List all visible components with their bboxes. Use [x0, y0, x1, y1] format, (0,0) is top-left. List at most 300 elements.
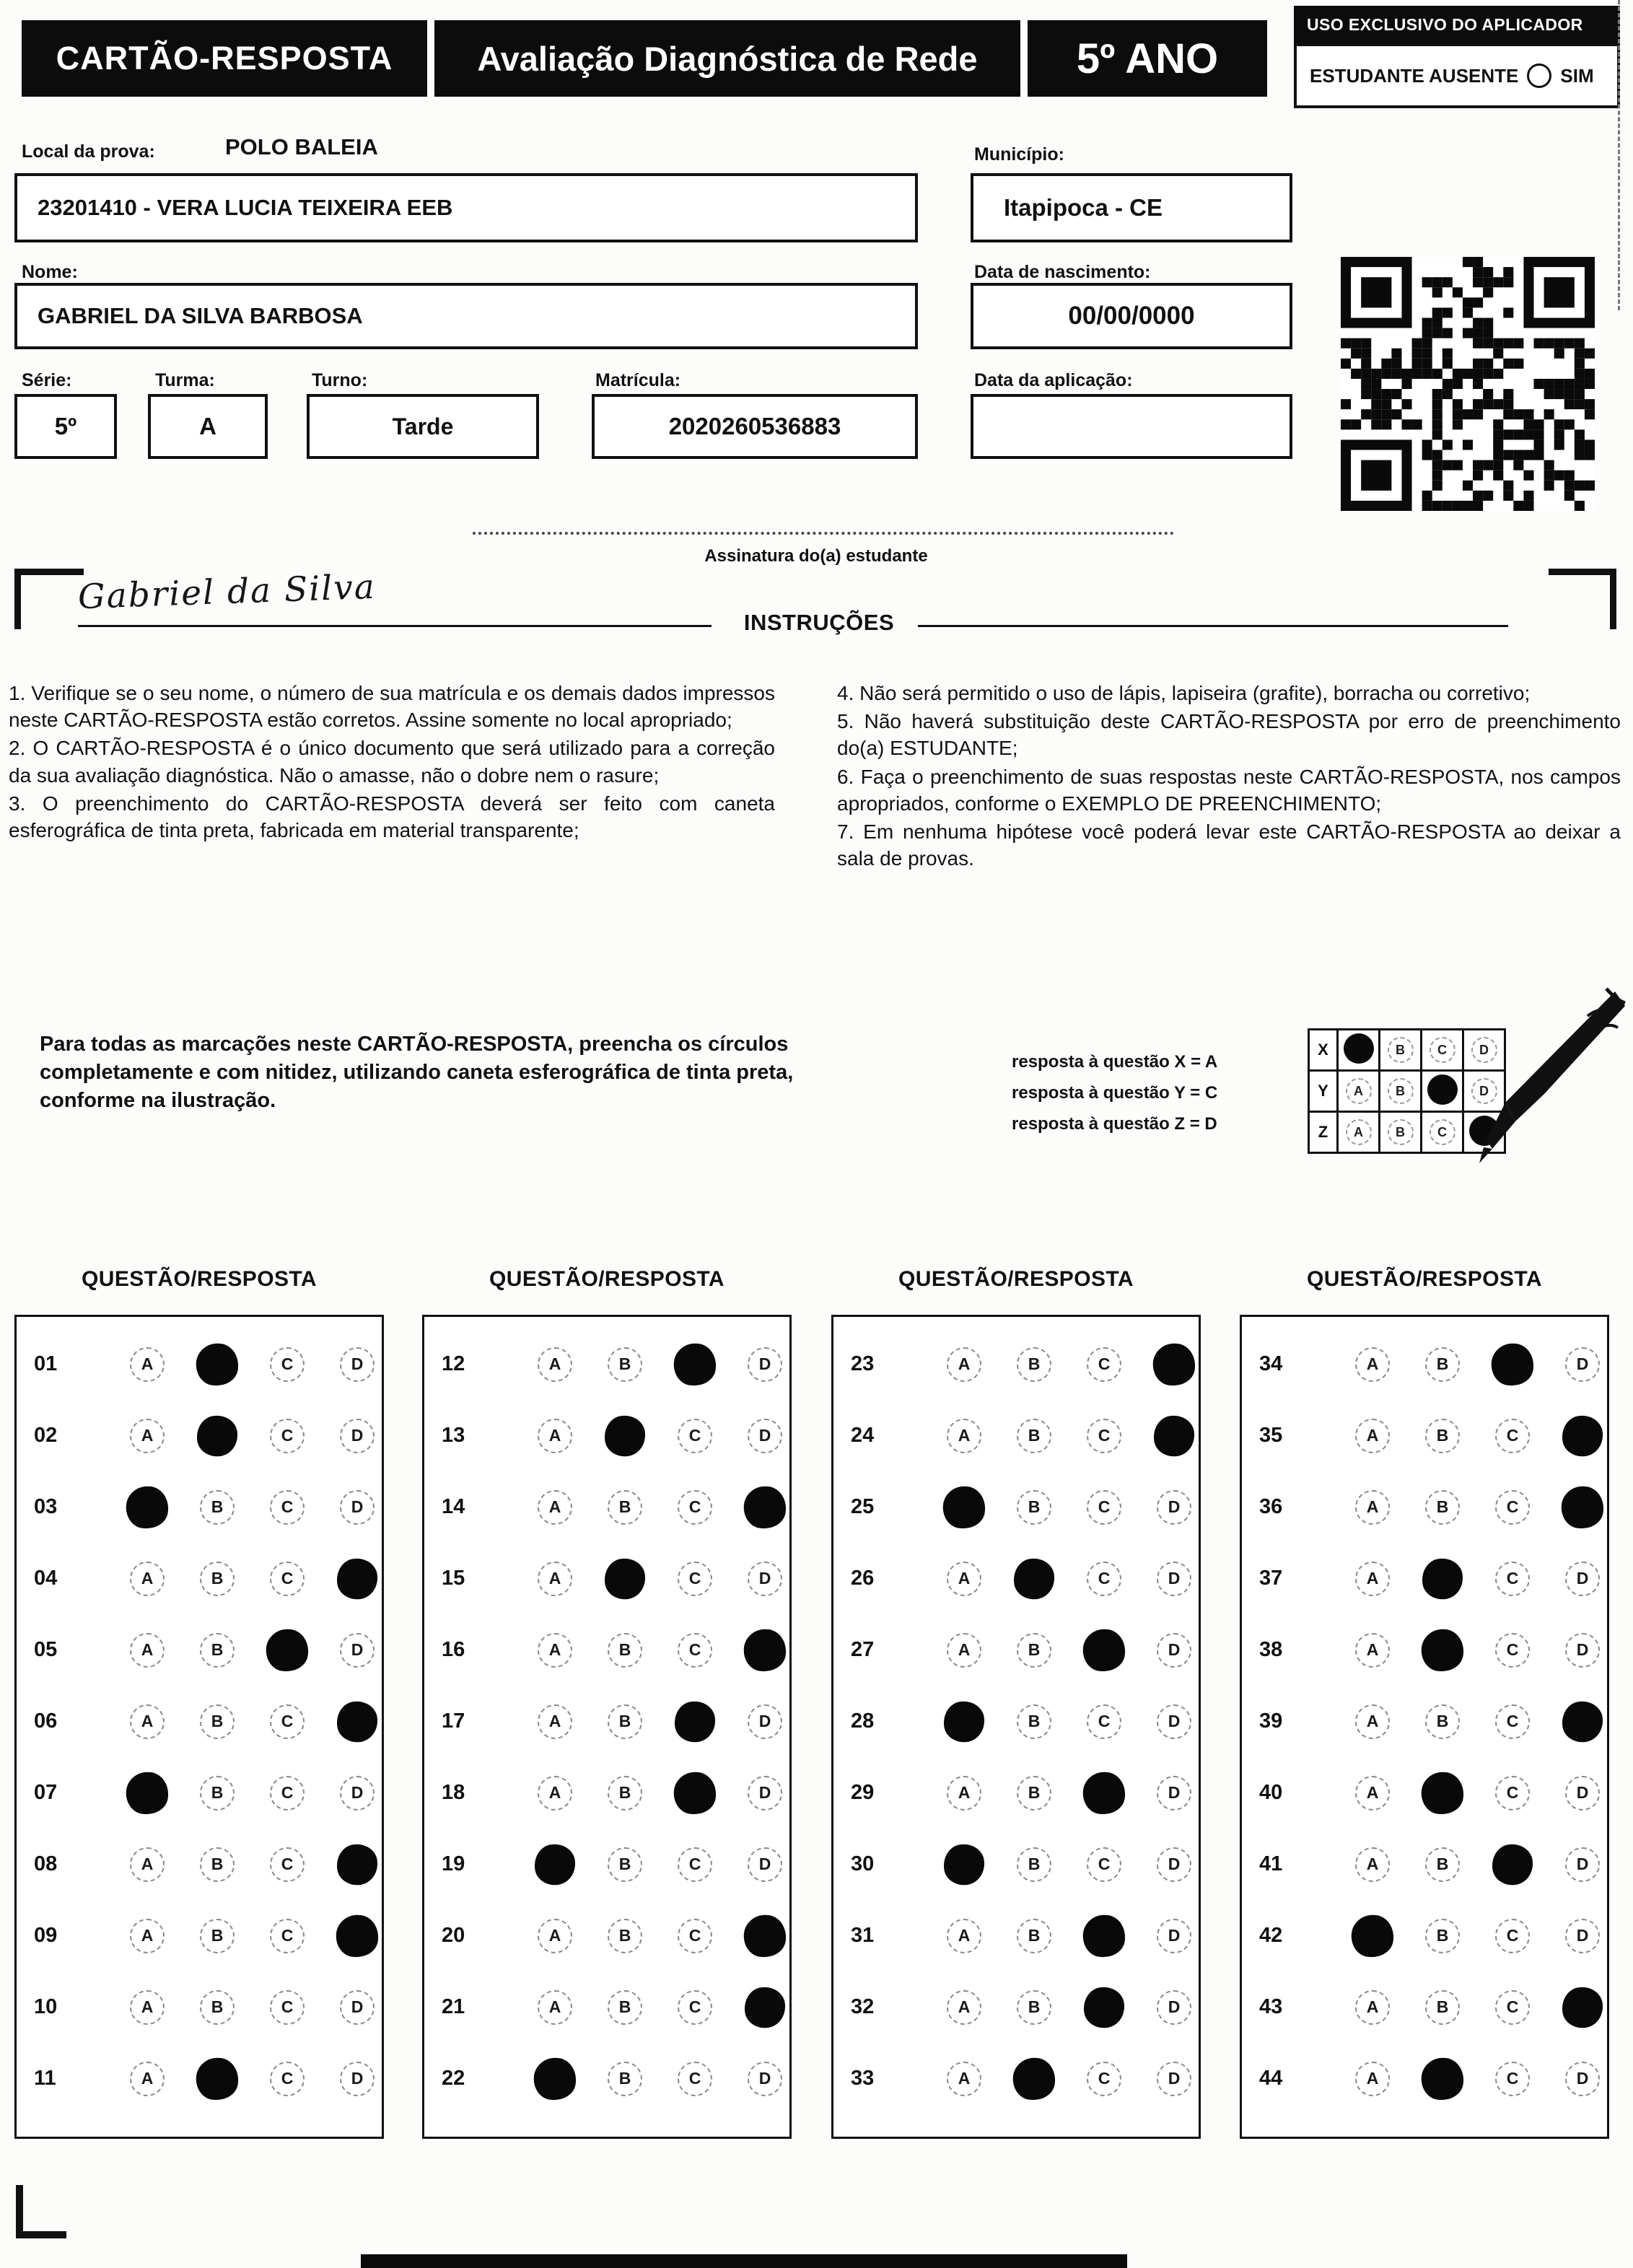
example-legend-line: resposta à questão Y = C: [1012, 1083, 1218, 1103]
question-number: 17: [442, 1709, 465, 1733]
answer-bubble-27-B[interactable]: B: [1017, 1633, 1051, 1668]
question-row-37: [1259, 1543, 1607, 1614]
question-row-36: [1259, 1471, 1607, 1543]
answer-bubble-07-C[interactable]: C: [270, 1776, 305, 1811]
question-row-01: [34, 1328, 382, 1400]
answer-bubble-07-A[interactable]: [124, 1769, 170, 1816]
answer-bubble-24-B[interactable]: B: [1017, 1419, 1051, 1453]
answer-bubble-06-A[interactable]: A: [130, 1704, 165, 1739]
answer-bubble-34-A[interactable]: A: [1355, 1347, 1390, 1382]
answer-bubble-30-D[interactable]: D: [1157, 1847, 1191, 1882]
question-row-04: [34, 1543, 382, 1614]
matricula-label: Matrícula:: [595, 370, 681, 390]
aplicacao-field[interactable]: [971, 394, 1292, 459]
answer-bubble-28-B[interactable]: B: [1017, 1704, 1051, 1739]
question-row-31: [851, 1900, 1199, 1971]
answer-bubble-02-B[interactable]: [194, 1413, 240, 1459]
answer-bubble-12-A[interactable]: A: [538, 1347, 572, 1382]
answer-bubble-31-A[interactable]: A: [947, 1919, 981, 1953]
question-number: 07: [34, 1781, 58, 1804]
answer-bubble-13-C[interactable]: C: [678, 1419, 712, 1453]
question-row-17: [442, 1686, 789, 1757]
corner-mark-bottom-left: [16, 2185, 66, 2238]
answer-bubble-22-B[interactable]: B: [608, 2062, 642, 2096]
answer-bubble-05-D[interactable]: D: [340, 1633, 375, 1668]
answer-bubble-43-B[interactable]: B: [1425, 1990, 1460, 2025]
answer-bubble-40-B[interactable]: [1419, 1769, 1466, 1816]
answer-bubble-03-D[interactable]: D: [340, 1490, 375, 1525]
answer-bubble-02-C[interactable]: C: [270, 1419, 305, 1453]
answer-bubble-26-B[interactable]: [1011, 1556, 1057, 1602]
answer-bubble-36-A[interactable]: A: [1355, 1490, 1390, 1525]
answer-bubble-41-D[interactable]: D: [1565, 1847, 1600, 1882]
answer-bubble-40-D[interactable]: D: [1565, 1776, 1600, 1811]
answer-bubble-44-A[interactable]: A: [1355, 2062, 1390, 2096]
answer-bubble-19-A[interactable]: [532, 1842, 578, 1888]
answer-bubble-06-C[interactable]: C: [270, 1704, 305, 1739]
question-number: 43: [1259, 1995, 1283, 2018]
answer-bubble-25-C[interactable]: C: [1087, 1490, 1121, 1525]
question-row-25: [851, 1471, 1199, 1543]
answer-bubble-39-A[interactable]: A: [1355, 1704, 1390, 1739]
answer-bubble-28-A[interactable]: [941, 1699, 987, 1745]
question-row-27: [851, 1614, 1199, 1686]
answer-bubble-26-A[interactable]: A: [947, 1562, 981, 1596]
answer-bubble-24-D[interactable]: [1151, 1413, 1197, 1459]
question-row-39: [1259, 1686, 1607, 1757]
question-number: 28: [851, 1709, 875, 1733]
example-option: D: [1471, 1078, 1497, 1104]
answer-bubble-43-A[interactable]: A: [1355, 1990, 1390, 2025]
answer-bubble-16-D[interactable]: [742, 1626, 788, 1673]
answer-bubble-26-D[interactable]: D: [1157, 1562, 1191, 1596]
sheet-title: CARTÃO-RESPOSTA: [22, 20, 427, 97]
answer-bubble-39-B[interactable]: B: [1425, 1704, 1460, 1739]
answer-bubble-22-A[interactable]: [532, 2055, 578, 2101]
answer-bubble-01-B[interactable]: [194, 1341, 240, 1387]
answer-bubble-20-D[interactable]: [742, 1912, 788, 1958]
question-row-30: [851, 1829, 1199, 1900]
answer-bubble-11-C[interactable]: C: [270, 2062, 305, 2096]
answer-bubble-23-A[interactable]: A: [947, 1347, 981, 1382]
answer-bubble-04-A[interactable]: A: [130, 1562, 165, 1596]
answer-bubble-12-C[interactable]: [672, 1341, 718, 1387]
answer-bubble-37-D[interactable]: D: [1565, 1562, 1600, 1596]
question-number: 33: [851, 2067, 875, 2090]
example-option: D: [1471, 1037, 1497, 1063]
answer-bubble-05-B[interactable]: B: [200, 1633, 235, 1668]
answer-bubble-18-D[interactable]: D: [748, 1776, 782, 1811]
pen-icon: [1436, 987, 1627, 1171]
serie-field[interactable]: 5º: [14, 394, 117, 459]
answer-bubble-17-A[interactable]: A: [538, 1704, 572, 1739]
answer-bubble-30-C[interactable]: C: [1087, 1847, 1121, 1882]
answer-bubble-15-A[interactable]: A: [538, 1562, 572, 1596]
answers-column-2: [422, 1315, 792, 2139]
answer-bubble-07-B[interactable]: B: [200, 1776, 235, 1811]
example-legend-line: resposta à questão X = A: [1012, 1052, 1218, 1072]
answer-bubble-34-D[interactable]: D: [1565, 1347, 1600, 1382]
nome-label: Nome:: [22, 262, 78, 282]
answer-bubble-19-C[interactable]: C: [678, 1847, 712, 1882]
question-row-02: [34, 1400, 382, 1471]
ausente-option-label: SIM: [1560, 64, 1594, 87]
answer-bubble-03-B[interactable]: B: [200, 1490, 235, 1525]
answer-bubble-15-B[interactable]: [602, 1556, 648, 1602]
question-number: 41: [1259, 1852, 1283, 1875]
answer-bubble-29-C[interactable]: [1081, 1769, 1127, 1816]
answer-bubble-19-D[interactable]: D: [748, 1847, 782, 1882]
answer-bubble-08-B[interactable]: B: [200, 1847, 235, 1882]
answer-bubble-36-D[interactable]: [1559, 1484, 1606, 1530]
question-row-09: [34, 1900, 382, 1971]
question-row-22: [442, 2043, 789, 2114]
example-option: B: [1388, 1078, 1414, 1104]
answer-bubble-16-C[interactable]: C: [678, 1633, 712, 1668]
fill-instruction-text: Para todas as marcações neste CARTÃO-RESPOSTA, preencha os círculos completamente e com nitidez, utilizando caneta esferográfica de tinta preta, conforme na ilustração.: [40, 1033, 794, 1113]
answer-bubble-41-C[interactable]: [1489, 1842, 1536, 1888]
answer-bubble-13-B[interactable]: [602, 1413, 648, 1459]
answer-bubble-24-C[interactable]: C: [1087, 1419, 1121, 1453]
answer-bubble-18-A[interactable]: A: [538, 1776, 572, 1811]
answer-bubble-42-C[interactable]: C: [1495, 1919, 1530, 1953]
question-number: 11: [34, 2067, 56, 2090]
question-row-34: [1259, 1328, 1607, 1400]
answer-bubble-36-C[interactable]: C: [1495, 1490, 1530, 1525]
question-number: 02: [34, 1424, 58, 1447]
answer-bubble-24-A[interactable]: A: [947, 1419, 981, 1453]
answers-column-1: [14, 1315, 384, 2139]
question-number: 09: [34, 1924, 58, 1947]
answer-bubble-35-C[interactable]: C: [1495, 1419, 1530, 1453]
aplicacao-label: Data da aplicação:: [974, 370, 1133, 390]
answer-bubble-03-A[interactable]: [124, 1484, 170, 1530]
example-row-label: X: [1309, 1030, 1338, 1071]
answer-bubble-28-C[interactable]: C: [1087, 1704, 1121, 1739]
question-number: 08: [34, 1852, 58, 1875]
answer-bubble-18-C[interactable]: [672, 1769, 718, 1816]
instruction-item: 7. Em nenhuma hipótese você poderá levar este CARTÃO-RESPOSTA ao deixar a sala de provas.: [837, 820, 1621, 870]
answer-bubble-40-A[interactable]: A: [1355, 1776, 1390, 1811]
answer-bubble-14-C[interactable]: C: [678, 1490, 712, 1525]
answers-header-4: QUESTÃO/RESPOSTA: [1307, 1267, 1542, 1291]
question-number: 29: [851, 1781, 875, 1804]
answer-bubble-21-C[interactable]: C: [678, 1990, 712, 2025]
answer-bubble-32-A[interactable]: A: [947, 1990, 981, 2025]
example-cell-X-A: [1338, 1030, 1380, 1071]
answer-bubble-20-B[interactable]: B: [608, 1919, 642, 1953]
answer-bubble-23-D[interactable]: [1151, 1341, 1197, 1387]
answer-bubble-19-B[interactable]: B: [608, 1847, 642, 1882]
answer-bubble-33-B[interactable]: [1011, 2055, 1057, 2101]
answer-bubble-17-C[interactable]: [672, 1699, 718, 1745]
answer-bubble-29-B[interactable]: B: [1017, 1776, 1051, 1811]
question-number: 26: [851, 1567, 875, 1590]
answer-bubble-39-D[interactable]: [1559, 1699, 1606, 1745]
question-number: 32: [851, 1995, 875, 2018]
turno-field[interactable]: Tarde: [307, 394, 539, 459]
answer-bubble-38-D[interactable]: D: [1565, 1633, 1600, 1668]
answer-bubble-11-B[interactable]: [194, 2055, 240, 2101]
question-number: 12: [442, 1352, 465, 1375]
question-number: 14: [442, 1495, 465, 1518]
answer-bubble-10-A[interactable]: A: [130, 1990, 165, 2025]
answer-bubble-14-D[interactable]: [742, 1484, 788, 1530]
answer-bubble-08-A[interactable]: A: [130, 1847, 165, 1882]
answer-bubble-29-A[interactable]: A: [947, 1776, 981, 1811]
answer-bubble-02-D[interactable]: D: [340, 1419, 375, 1453]
answer-bubble-13-A[interactable]: A: [538, 1419, 572, 1453]
question-row-19: [442, 1829, 789, 1900]
instruction-item: 2. O CARTÃO-RESPOSTA é o único documento que será utilizado para a correção da sua avaliação diagnóstica. Não o amasse, não o dobre nem o rasure;: [9, 737, 775, 787]
answer-bubble-10-B[interactable]: B: [200, 1990, 235, 2025]
question-row-43: [1259, 1971, 1607, 2043]
answer-bubble-03-C[interactable]: C: [270, 1490, 305, 1525]
answer-bubble-42-D[interactable]: D: [1565, 1919, 1600, 1953]
answer-bubble-39-C[interactable]: C: [1495, 1704, 1530, 1739]
answer-bubble-43-C[interactable]: C: [1495, 1990, 1530, 2025]
cut-line: [473, 532, 1174, 535]
question-number: 15: [442, 1567, 465, 1590]
answer-bubble-37-B[interactable]: [1419, 1556, 1466, 1602]
answer-bubble-04-C[interactable]: C: [270, 1562, 305, 1596]
answer-bubble-38-B[interactable]: [1419, 1626, 1466, 1673]
scan-registration-bar: [361, 2254, 1127, 2268]
answer-bubble-04-D[interactable]: [334, 1556, 380, 1602]
example-legend-line: resposta à questão Z = D: [1012, 1114, 1217, 1134]
question-row-40: [1259, 1757, 1607, 1829]
answer-bubble-02-A[interactable]: A: [130, 1419, 165, 1453]
answer-bubble-33-D[interactable]: D: [1157, 2062, 1191, 2096]
answer-bubble-37-A[interactable]: A: [1355, 1562, 1390, 1596]
answer-bubble-27-C[interactable]: [1081, 1626, 1127, 1673]
answer-bubble-37-C[interactable]: C: [1495, 1562, 1530, 1596]
municipio-label: Município:: [974, 144, 1064, 165]
example-row-label: Y: [1309, 1071, 1338, 1112]
answer-bubble-25-A[interactable]: [941, 1484, 987, 1530]
question-number: 06: [34, 1709, 58, 1733]
answer-bubble-42-A[interactable]: [1349, 1912, 1396, 1958]
answer-bubble-12-B[interactable]: B: [608, 1347, 642, 1382]
question-row-06: [34, 1686, 382, 1757]
answer-bubble-36-B[interactable]: B: [1425, 1490, 1460, 1525]
answer-bubble-29-D[interactable]: D: [1157, 1776, 1191, 1811]
answer-bubble-05-C[interactable]: [264, 1626, 310, 1673]
answer-bubble-22-D[interactable]: D: [748, 2062, 782, 2096]
answer-bubble-18-B[interactable]: B: [608, 1776, 642, 1811]
answer-bubble-25-B[interactable]: B: [1017, 1490, 1051, 1525]
matricula-field[interactable]: 2020260536883: [592, 394, 918, 459]
example-filled-dot: [1344, 1033, 1374, 1064]
question-row-32: [851, 1971, 1199, 2043]
answer-bubble-21-A[interactable]: A: [538, 1990, 572, 2025]
question-number: 22: [442, 2067, 465, 2090]
question-number: 18: [442, 1781, 465, 1804]
example-option: B: [1388, 1037, 1414, 1063]
answer-bubble-14-B[interactable]: B: [608, 1490, 642, 1525]
answers-column-3: [831, 1315, 1201, 2139]
answer-bubble-35-D[interactable]: [1559, 1413, 1606, 1459]
answer-bubble-44-D[interactable]: D: [1565, 2062, 1600, 2096]
answer-bubble-10-C[interactable]: C: [270, 1990, 305, 2025]
answer-bubble-16-A[interactable]: A: [538, 1633, 572, 1668]
answer-bubble-21-D[interactable]: [742, 1984, 788, 2031]
question-row-14: [442, 1471, 789, 1543]
municipio-field[interactable]: Itapipoca - CE: [971, 173, 1292, 242]
answer-bubble-31-B[interactable]: B: [1017, 1919, 1051, 1953]
question-row-13: [442, 1400, 789, 1471]
answer-bubble-26-C[interactable]: C: [1087, 1562, 1121, 1596]
ausente-label: ESTUDANTE AUSENTE: [1310, 64, 1519, 87]
answer-bubble-20-A[interactable]: A: [538, 1919, 572, 1953]
answer-bubble-10-D[interactable]: D: [340, 1990, 375, 2025]
answer-bubble-08-C[interactable]: C: [270, 1847, 305, 1882]
nascimento-label: Data de nascimento:: [974, 262, 1151, 282]
answer-bubble-31-D[interactable]: D: [1157, 1919, 1191, 1953]
question-number: 39: [1259, 1709, 1283, 1733]
answer-bubble-27-A[interactable]: A: [947, 1633, 981, 1668]
question-row-41: [1259, 1829, 1607, 1900]
escola-field[interactable]: 23201410 - VERA LUCIA TEIXEIRA EEB: [14, 173, 918, 242]
answer-bubble-04-B[interactable]: B: [200, 1562, 235, 1596]
local-value: POLO BALEIA: [225, 134, 378, 159]
answer-bubble-27-D[interactable]: D: [1157, 1633, 1191, 1668]
question-number: 40: [1259, 1781, 1283, 1804]
answer-bubble-32-B[interactable]: B: [1017, 1990, 1051, 2025]
answer-bubble-35-B[interactable]: B: [1425, 1419, 1460, 1453]
question-row-18: [442, 1757, 789, 1829]
example-option: A: [1346, 1119, 1372, 1145]
answer-bubble-33-A[interactable]: A: [947, 2062, 981, 2096]
example-option: B: [1388, 1119, 1414, 1145]
question-number: 37: [1259, 1567, 1283, 1590]
answer-bubble-22-C[interactable]: C: [678, 2062, 712, 2096]
answer-bubble-07-D[interactable]: D: [340, 1776, 375, 1811]
answer-bubble-09-C[interactable]: C: [270, 1919, 305, 1953]
answer-bubble-43-D[interactable]: [1559, 1984, 1606, 2031]
answer-bubble-23-C[interactable]: C: [1087, 1347, 1121, 1382]
question-row-28: [851, 1686, 1199, 1757]
ausente-radio[interactable]: [1527, 64, 1551, 88]
answer-bubble-44-C[interactable]: C: [1495, 2062, 1530, 2096]
answer-bubble-06-D[interactable]: [334, 1699, 380, 1745]
answer-bubble-25-D[interactable]: D: [1157, 1490, 1191, 1525]
answer-bubble-13-D[interactable]: D: [748, 1419, 782, 1453]
answer-bubble-11-D[interactable]: D: [340, 2062, 375, 2096]
answer-bubble-38-A[interactable]: A: [1355, 1633, 1390, 1668]
answer-bubble-31-C[interactable]: [1081, 1912, 1127, 1958]
question-number: 21: [442, 1995, 465, 2018]
answer-bubble-20-C[interactable]: C: [678, 1919, 712, 1953]
answer-bubble-32-C[interactable]: [1081, 1984, 1127, 2031]
question-row-11: [34, 2043, 382, 2114]
question-number: 38: [1259, 1638, 1283, 1661]
answer-bubble-30-A[interactable]: [941, 1842, 987, 1888]
question-row-20: [442, 1900, 789, 1971]
local-label: Local da prova:: [22, 141, 155, 162]
answer-bubble-34-B[interactable]: B: [1425, 1347, 1460, 1382]
question-row-21: [442, 1971, 789, 2043]
question-row-38: [1259, 1614, 1607, 1686]
answer-bubble-11-A[interactable]: A: [130, 2062, 165, 2096]
answer-bubble-23-B[interactable]: B: [1017, 1347, 1051, 1382]
question-row-24: [851, 1400, 1199, 1471]
answer-bubble-05-A[interactable]: A: [130, 1633, 165, 1668]
answer-bubble-35-A[interactable]: A: [1355, 1419, 1390, 1453]
answer-bubble-17-D[interactable]: D: [748, 1704, 782, 1739]
answer-bubble-32-D[interactable]: D: [1157, 1990, 1191, 2025]
answer-bubble-40-C[interactable]: C: [1495, 1776, 1530, 1811]
answer-bubble-14-A[interactable]: A: [538, 1490, 572, 1525]
question-row-15: [442, 1543, 789, 1614]
answer-bubble-15-C[interactable]: C: [678, 1562, 712, 1596]
corner-mark-top-left: [14, 569, 84, 629]
question-number: 13: [442, 1424, 465, 1447]
signature-line[interactable]: [78, 625, 712, 627]
question-number: 34: [1259, 1352, 1283, 1375]
answer-bubble-41-B[interactable]: B: [1425, 1847, 1460, 1882]
answer-bubble-12-D[interactable]: D: [748, 1347, 782, 1382]
answer-bubble-06-B[interactable]: B: [200, 1704, 235, 1739]
answer-bubble-01-D[interactable]: D: [340, 1347, 375, 1382]
question-row-05: [34, 1614, 382, 1686]
answer-bubble-34-C[interactable]: [1489, 1341, 1536, 1387]
question-number: 16: [442, 1638, 465, 1661]
nascimento-field[interactable]: 00/00/0000: [971, 283, 1292, 349]
instructions-rule: [918, 625, 1508, 627]
answer-bubble-33-C[interactable]: C: [1087, 2062, 1121, 2096]
answer-bubble-01-C[interactable]: C: [270, 1347, 305, 1382]
nome-field[interactable]: GABRIEL DA SILVA BARBOSA: [14, 283, 918, 349]
question-row-10: [34, 1971, 382, 2043]
question-number: 27: [851, 1638, 875, 1661]
answer-bubble-15-D[interactable]: D: [748, 1562, 782, 1596]
estudante-ausente-box: [1294, 43, 1620, 108]
answer-bubble-09-A[interactable]: A: [130, 1919, 165, 1953]
example-row-label: Z: [1309, 1112, 1338, 1153]
answer-bubble-08-D[interactable]: [334, 1842, 380, 1888]
turma-field[interactable]: A: [148, 394, 268, 459]
question-row-07: [34, 1757, 382, 1829]
question-number: 30: [851, 1852, 875, 1875]
answer-bubble-28-D[interactable]: D: [1157, 1704, 1191, 1739]
instruction-item: 4. Não será permitido o uso de lápis, lapiseira (grafite), borracha ou corretivo;: [837, 682, 1531, 704]
answer-bubble-38-C[interactable]: C: [1495, 1633, 1530, 1668]
turno-label: Turno:: [312, 370, 368, 390]
question-number: 25: [851, 1495, 875, 1518]
answer-bubble-41-A[interactable]: A: [1355, 1847, 1390, 1882]
answer-bubble-09-B[interactable]: B: [200, 1919, 235, 1953]
example-cell-Z-B: [1380, 1112, 1422, 1153]
question-row-33: [851, 2043, 1199, 2114]
instruction-item: 1. Verifique se o seu nome, o número de sua matrícula e os demais dados impressos neste CARTÃO-RESPOSTA estão corretos. Assine somente no local apropriado;: [9, 682, 775, 732]
answer-bubble-16-B[interactable]: B: [608, 1633, 642, 1668]
answer-bubble-44-B[interactable]: [1419, 2055, 1466, 2101]
answer-bubble-30-B[interactable]: B: [1017, 1847, 1051, 1882]
assessment-title: Avaliação Diagnóstica de Rede: [434, 20, 1020, 97]
example-cell-Y-A: [1338, 1071, 1380, 1112]
answer-bubble-09-D[interactable]: [334, 1912, 380, 1958]
example-cell-Z-A: [1338, 1112, 1380, 1153]
question-number: 20: [442, 1924, 465, 1947]
answer-bubble-17-B[interactable]: B: [608, 1704, 642, 1739]
example-cell-X-B: [1380, 1030, 1422, 1071]
answer-bubble-42-B[interactable]: B: [1425, 1919, 1460, 1953]
answer-bubble-21-B[interactable]: B: [608, 1990, 642, 2025]
answer-bubble-01-A[interactable]: A: [130, 1347, 165, 1382]
question-row-29: [851, 1757, 1199, 1829]
example-option: C: [1430, 1037, 1455, 1063]
